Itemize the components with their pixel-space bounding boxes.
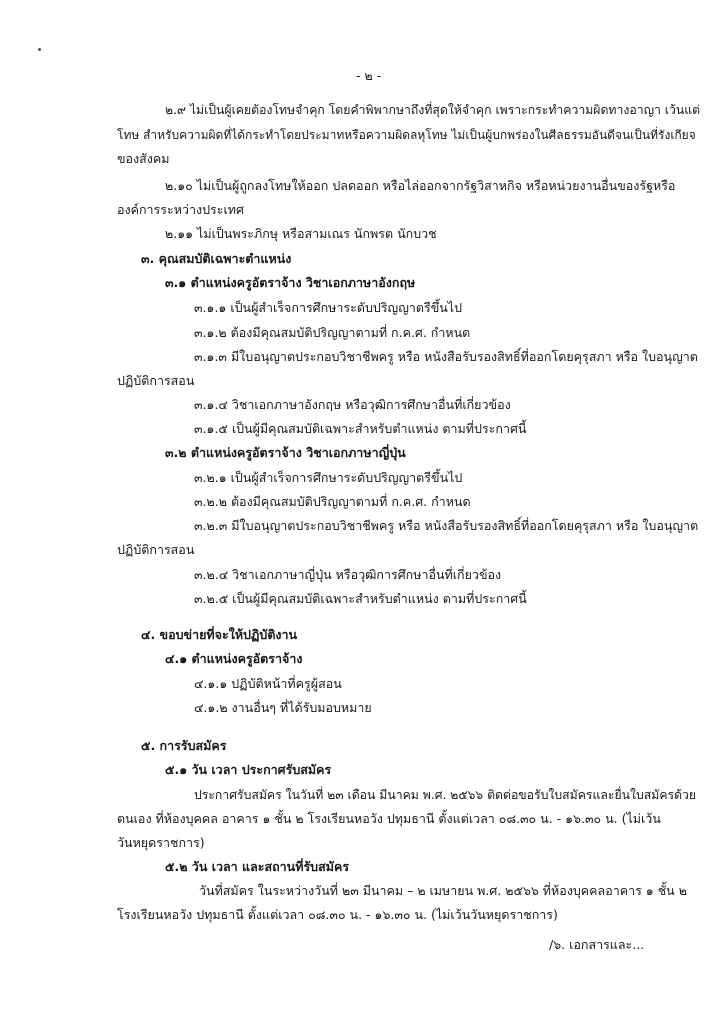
- clause-3-2-4: ๓.๒.๔ วิชาเอกภาษาญี่ปุ่น หรือวุฒิการศึกษาอื่นที่เกี่ยวข้อง: [194, 567, 502, 582]
- section-4-heading: ๔. ขอบข่ายที่จะให้ปฏิบัติงาน: [141, 627, 298, 642]
- clause-5-2-line-1: วันที่สมัคร ในระหว่างวันที่ ๒๓ มีนาคม – ๒ เมษายน พ.ศ. ๒๕๖๖ ที่ห้องบุคคลอาคาร ๑ ชั้น ๒: [199, 883, 687, 898]
- section-3-2-heading: ๓.๒ ตำแหน่งครูอัตราจ้าง วิชาเอกภาษาญี่ปุ่น: [165, 445, 406, 460]
- clause-3-1-3-line-2: ปฏิบัติการสอน: [117, 373, 195, 388]
- clause-3-1-3-line-1: ๓.๑.๓ มีใบอนุญาตประกอบวิชาชีพครู หรือ หนังสือรับรองสิทธิ์ที่ออกโดยคุรุสภา หรือ ใบอนุญาต: [194, 349, 698, 364]
- clause-2-9-line-1: ๒.๙ ไม่เป็นผู้เคยต้องโทษจำคุก โดยคำพิพากษาถึงที่สุดให้จำคุก เพราะกระทำความผิดทางอาญา เว้นแต่: [165, 103, 701, 117]
- clause-3-1-4: ๓.๑.๔ วิชาเอกภาษาอังกฤษ หรือวุฒิการศึกษาอื่นที่เกี่ยวข้อง: [194, 397, 511, 412]
- section-4-1-heading: ๔.๑ ตำแหน่งครูอัตราจ้าง: [165, 651, 303, 666]
- section-3-1-heading: ๓.๑ ตำแหน่งครูอัตราจ้าง วิชาเอกภาษาอังกฤษ: [165, 275, 416, 290]
- clause-5-1-line-1: ประกาศรับสมัคร ในวันที่ ๒๓ เดือน มีนาคม พ.ศ. ๒๕๖๖ ติดต่อขอรับใบสมัครและยื่นใบสมัครด้วย: [194, 788, 697, 802]
- section-3-heading: ๓. คุณสมบัติเฉพาะตำแหน่ง: [141, 251, 292, 266]
- clause-5-1-line-2: ตนเอง ที่ห้องบุคคล อาคาร ๑ ชั้น ๒ โรงเรียนหอวัง ปทุมธานี ตั้งแต่เวลา ๐๘.๓๐ น. - ๑๖.๓๐ น. (ไม่เว้น: [117, 811, 661, 826]
- section-5-heading: ๕. การรับสมัคร: [141, 738, 227, 753]
- clause-2-10-line-2: องค์การระหว่างประเทศ: [117, 202, 244, 217]
- clause-5-1-line-3: วันหยุดราชการ): [117, 835, 205, 850]
- clause-4-1-2: ๔.๑.๒ งานอื่นๆ ที่ได้รับมอบหมาย: [194, 700, 372, 715]
- continuation-note: /๖. เอกสารและ...: [549, 937, 645, 952]
- section-5-2-heading: ๕.๒ วัน เวลา และสถานที่รับสมัคร: [165, 859, 350, 874]
- clause-3-2-3-line-1: ๓.๒.๓ มีใบอนุญาตประกอบวิชาชีพครู หรือ หนังสือรับรองสิทธิ์ที่ออกโดยคุรุสภา หรือ ใบอนุญาต: [194, 518, 699, 533]
- clause-3-1-5: ๓.๑.๕ เป็นผู้มีคุณสมบัติเฉพาะสำหรับตำแหน่ง ตามที่ประกาศนี้: [194, 421, 527, 436]
- clause-3-2-2: ๓.๒.๒ ต้องมีคุณสมบัติปริญญาตามที่ ก.ค.ศ. กำหนด: [194, 494, 471, 509]
- page-number: - ๒ -: [356, 68, 382, 83]
- clause-5-2-line-2: โรงเรียนหอวัง ปทุมธานี ตั้งแต่เวลา ๐๘.๓๐ น. - ๑๖.๓๐ น. (ไม่เว้นวันหยุดราชการ): [117, 907, 558, 922]
- clause-3-1-1: ๓.๑.๑ เป็นผู้สำเร็จการศึกษาระดับปริญญาตรีขึ้นไป: [194, 300, 463, 315]
- clause-2-9-line-2: โทษ สำหรับความผิดที่ได้กระทำโดยประมาทหรือความผิดลหุโทษ ไม่เป็นผู้บกพร่องในศีลธรรมอันดีจนเป็นที่รังเกียจ: [117, 128, 696, 142]
- clause-2-11: ๒.๑๑ ไม่เป็นพระภิกษุ หรือสามเณร นักพรต นักบวช: [165, 226, 437, 241]
- clause-3-2-5: ๓.๒.๕ เป็นผู้มีคุณสมบัติเฉพาะสำหรับตำแหน่ง ตามที่ประกาศนี้: [194, 591, 527, 606]
- clause-3-2-1: ๓.๒.๑ เป็นผู้สำเร็จการศึกษาระดับปริญญาตรีขึ้นไป: [194, 470, 463, 485]
- clause-2-10-line-1: ๒.๑๐ ไม่เป็นผู้ถูกลงโทษให้ออก ปลดออก หรือไล่ออกจากรัฐวิสาหกิจ หรือหน่วยงานอื่นของรัฐหรือ: [165, 178, 676, 193]
- scan-speck: [38, 48, 41, 51]
- clause-2-9-line-3: ของสังคม: [117, 151, 170, 166]
- clause-3-2-3-line-2: ปฏิบัติการสอน: [117, 542, 195, 557]
- clause-4-1-1: ๔.๑.๑ ปฏิบัติหน้าที่ครูผู้สอน: [194, 676, 342, 691]
- clause-3-1-2: ๓.๑.๒ ต้องมีคุณสมบัติปริญญาตามที่ ก.ค.ศ. กำหนด: [194, 325, 471, 340]
- section-5-1-heading: ๕.๑ วัน เวลา ประกาศรับสมัคร: [165, 762, 332, 777]
